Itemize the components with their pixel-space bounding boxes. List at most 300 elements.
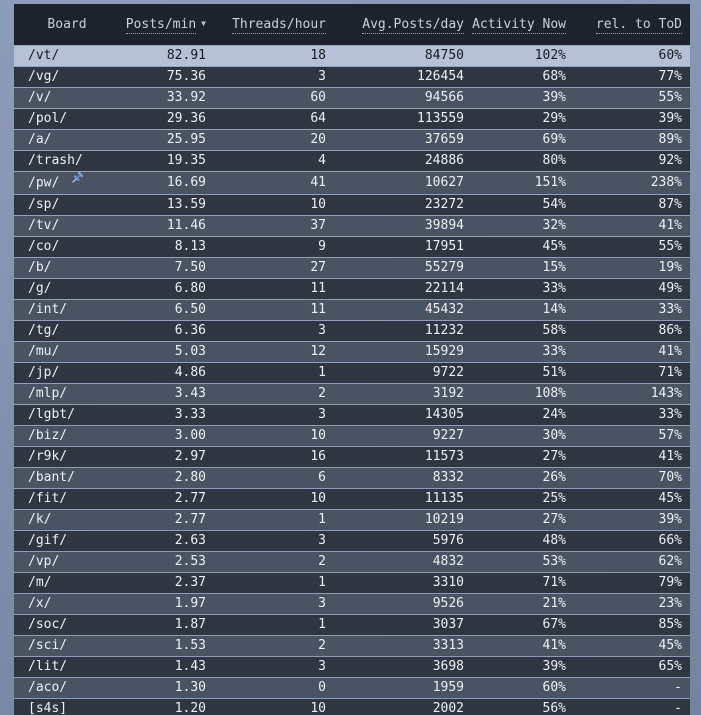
board-name: /pol/	[28, 110, 68, 126]
board-row-v[interactable]	[14, 87, 690, 108]
cell-avg_posts_day	[334, 425, 472, 446]
board-row-lgbt[interactable]	[14, 404, 690, 425]
column-header-board	[14, 4, 120, 45]
cell-value: 8332	[432, 469, 464, 485]
cell-value: 9227	[432, 427, 464, 443]
cell-posts_min	[120, 467, 214, 488]
cell-rel_tod	[574, 593, 690, 614]
cell-activity_now	[472, 236, 574, 257]
cell-value: 2	[318, 553, 326, 569]
cell-value: 238%	[650, 174, 682, 190]
cell-avg_posts_day	[334, 129, 472, 150]
cell-value: 53%	[542, 553, 566, 569]
cell-board	[14, 509, 120, 530]
cell-value: 45%	[658, 490, 682, 506]
cell-value: 25%	[542, 490, 566, 506]
cell-board	[14, 698, 120, 715]
cell-threads_hour	[214, 236, 334, 257]
cell-value: 22114	[424, 280, 464, 296]
board-name: /vg/	[28, 68, 60, 84]
cell-posts_min	[120, 551, 214, 572]
cell-avg_posts_day	[334, 299, 472, 320]
cell-activity_now	[472, 45, 574, 66]
cell-value: 2.77	[174, 490, 206, 506]
cell-value: 11232	[424, 322, 464, 338]
cell-rel_tod	[574, 150, 690, 171]
cell-avg_posts_day	[334, 320, 472, 341]
board-row-tg[interactable]	[14, 320, 690, 341]
board-row-g[interactable]	[14, 278, 690, 299]
board-row-sp[interactable]	[14, 194, 690, 215]
cell-board	[14, 194, 120, 215]
cell-value: 92%	[658, 152, 682, 168]
cell-rel_tod	[574, 129, 690, 150]
board-name: /v/	[28, 89, 52, 105]
cell-value: 151%	[534, 174, 566, 190]
cell-value: 87%	[658, 196, 682, 212]
cell-rel_tod	[574, 656, 690, 677]
cell-board	[14, 299, 120, 320]
board-row-tv[interactable]	[14, 215, 690, 236]
cell-activity_now	[472, 467, 574, 488]
board-name: /sci/	[28, 637, 68, 653]
cell-activity_now	[472, 614, 574, 635]
board-row-m[interactable]	[14, 572, 690, 593]
cell-avg_posts_day	[334, 362, 472, 383]
cell-activity_now	[472, 129, 574, 150]
board-row-jp[interactable]	[14, 362, 690, 383]
cell-value: 2.77	[174, 511, 206, 527]
cell-activity_now	[472, 341, 574, 362]
board-row-soc[interactable]	[14, 614, 690, 635]
cell-value: 2	[318, 385, 326, 401]
cell-value: 1.97	[174, 595, 206, 611]
cell-value: 70%	[658, 469, 682, 485]
cell-activity_now	[472, 108, 574, 129]
cell-posts_min	[120, 362, 214, 383]
column-header-rel_tod[interactable]	[574, 4, 690, 45]
cell-value: 3	[318, 322, 326, 338]
cell-posts_min	[120, 698, 214, 715]
board-row-k[interactable]	[14, 509, 690, 530]
cell-posts_min	[120, 108, 214, 129]
cell-board	[14, 635, 120, 656]
cell-value: 10	[310, 196, 326, 212]
cell-posts_min	[120, 488, 214, 509]
cell-value: 13.59	[166, 196, 206, 212]
cell-activity_now	[472, 383, 574, 404]
cell-avg_posts_day	[334, 488, 472, 509]
column-label: rel. to ToD	[595, 16, 682, 32]
cell-value: 39894	[424, 217, 464, 233]
cell-value: 5976	[432, 532, 464, 548]
cell-avg_posts_day	[334, 572, 472, 593]
cell-activity_now	[472, 257, 574, 278]
board-row-b[interactable]	[14, 257, 690, 278]
cell-rel_tod	[574, 635, 690, 656]
cell-value: 3	[318, 68, 326, 84]
cell-rel_tod	[574, 278, 690, 299]
cell-value: 10	[310, 700, 326, 715]
cell-value: 39%	[658, 511, 682, 527]
cell-value: 16	[310, 448, 326, 464]
cell-value: 12	[310, 343, 326, 359]
cell-posts_min	[120, 150, 214, 171]
cell-activity_now	[472, 488, 574, 509]
cell-value: 102%	[534, 47, 566, 63]
cell-activity_now	[472, 677, 574, 698]
pin-icon[interactable]	[70, 171, 85, 193]
cell-rel_tod	[574, 404, 690, 425]
cell-value: 71%	[658, 364, 682, 380]
cell-value: 60%	[542, 679, 566, 695]
cell-value: 33.92	[166, 89, 206, 105]
cell-activity_now	[472, 194, 574, 215]
cell-value: 51%	[542, 364, 566, 380]
cell-value: 11135	[424, 490, 464, 506]
table-body	[14, 45, 690, 715]
cell-value: 5.03	[174, 343, 206, 359]
cell-value: 11.46	[166, 217, 206, 233]
cell-threads_hour	[214, 194, 334, 215]
cell-threads_hour	[214, 362, 334, 383]
board-row-biz[interactable]	[14, 425, 690, 446]
cell-avg_posts_day	[334, 257, 472, 278]
cell-threads_hour	[214, 635, 334, 656]
cell-value: 33%	[542, 343, 566, 359]
board-row-trash[interactable]	[14, 150, 690, 171]
board-row-mlp[interactable]	[14, 383, 690, 404]
cell-avg_posts_day	[334, 530, 472, 551]
cell-avg_posts_day	[334, 404, 472, 425]
cell-value: 33%	[658, 406, 682, 422]
cell-posts_min	[120, 425, 214, 446]
cell-value: 9722	[432, 364, 464, 380]
cell-board	[14, 341, 120, 362]
column-header-activity_now[interactable]	[472, 4, 574, 45]
cell-value: 29%	[542, 110, 566, 126]
cell-rel_tod	[574, 108, 690, 129]
cell-threads_hour	[214, 488, 334, 509]
board-row-aco[interactable]	[14, 677, 690, 698]
cell-board	[14, 446, 120, 467]
cell-posts_min	[120, 614, 214, 635]
cell-value: 10219	[424, 511, 464, 527]
cell-value: 55%	[658, 238, 682, 254]
cell-value: 2.37	[174, 574, 206, 590]
cell-avg_posts_day	[334, 150, 472, 171]
board-name: /biz/	[28, 427, 68, 443]
cell-value: 1.20	[174, 700, 206, 715]
cell-value: 54%	[542, 196, 566, 212]
cell-value: 4832	[432, 553, 464, 569]
column-header-threads_hour[interactable]	[214, 4, 334, 45]
cell-activity_now	[472, 635, 574, 656]
cell-posts_min	[120, 320, 214, 341]
cell-value: 24886	[424, 152, 464, 168]
cell-posts_min	[120, 236, 214, 257]
cell-posts_min	[120, 635, 214, 656]
cell-avg_posts_day	[334, 383, 472, 404]
cell-value: 1	[318, 364, 326, 380]
cell-board	[14, 593, 120, 614]
cell-posts_min	[120, 509, 214, 530]
board-name: /a/	[28, 131, 52, 147]
cell-value: 108%	[534, 385, 566, 401]
sort-desc-arrow-icon: ▼	[201, 18, 206, 28]
cell-value: 55%	[658, 89, 682, 105]
cell-value: 9	[318, 238, 326, 254]
cell-value: 3	[318, 406, 326, 422]
board-name: /k/	[28, 511, 52, 527]
column-label: Activity Now	[472, 16, 566, 32]
cell-board	[14, 257, 120, 278]
cell-activity_now	[472, 572, 574, 593]
cell-value: -	[674, 700, 682, 715]
cell-activity_now	[472, 278, 574, 299]
cell-threads_hour	[214, 341, 334, 362]
board-name: /tv/	[28, 217, 60, 233]
cell-value: 66%	[658, 532, 682, 548]
cell-value: 60%	[658, 47, 682, 63]
cell-threads_hour	[214, 656, 334, 677]
cell-value: -	[674, 679, 682, 695]
cell-board	[14, 171, 120, 194]
cell-value: 113559	[417, 110, 464, 126]
cell-rel_tod	[574, 530, 690, 551]
cell-threads_hour	[214, 677, 334, 698]
cell-rel_tod	[574, 194, 690, 215]
cell-posts_min	[120, 446, 214, 467]
cell-threads_hour	[214, 572, 334, 593]
cell-activity_now	[472, 87, 574, 108]
cell-posts_min	[120, 593, 214, 614]
board-row-vg[interactable]	[14, 66, 690, 87]
cell-value: 1	[318, 616, 326, 632]
board-row-int[interactable]	[14, 299, 690, 320]
cell-value: 23272	[424, 196, 464, 212]
column-label: Avg.Posts/day	[362, 16, 464, 32]
cell-rel_tod	[574, 320, 690, 341]
cell-activity_now	[472, 215, 574, 236]
cell-posts_min	[120, 129, 214, 150]
cell-posts_min	[120, 87, 214, 108]
cell-value: 17951	[424, 238, 464, 254]
cell-posts_min	[120, 530, 214, 551]
cell-value: 1	[318, 574, 326, 590]
cell-rel_tod	[574, 45, 690, 66]
cell-board	[14, 425, 120, 446]
cell-avg_posts_day	[334, 341, 472, 362]
cell-rel_tod	[574, 171, 690, 194]
cell-value: 67%	[542, 616, 566, 632]
cell-avg_posts_day	[334, 171, 472, 194]
cell-value: 3.33	[174, 406, 206, 422]
cell-threads_hour	[214, 108, 334, 129]
cell-value: 3192	[432, 385, 464, 401]
cell-value: 94566	[424, 89, 464, 105]
cell-value: 64	[310, 110, 326, 126]
cell-board	[14, 467, 120, 488]
cell-value: 11	[310, 301, 326, 317]
board-row-fit[interactable]	[14, 488, 690, 509]
cell-activity_now	[472, 362, 574, 383]
cell-value: 62%	[658, 553, 682, 569]
board-name: /jp/	[28, 364, 60, 380]
board-name: /gif/	[28, 532, 68, 548]
cell-value: 126454	[417, 68, 464, 84]
cell-value: 84750	[424, 47, 464, 63]
cell-activity_now	[472, 150, 574, 171]
cell-posts_min	[120, 383, 214, 404]
cell-avg_posts_day	[334, 215, 472, 236]
board-name: /tg/	[28, 322, 60, 338]
cell-value: 2.53	[174, 553, 206, 569]
board-name: /x/	[28, 595, 52, 611]
cell-value: 2002	[432, 700, 464, 715]
cell-value: 29.36	[166, 110, 206, 126]
cell-threads_hour	[214, 404, 334, 425]
board-row-co[interactable]	[14, 236, 690, 257]
cell-value: 1	[318, 511, 326, 527]
board-row-s4s[interactable]	[14, 698, 690, 715]
cell-value: 3	[318, 595, 326, 611]
cell-value: 2	[318, 637, 326, 653]
cell-value: 7.50	[174, 259, 206, 275]
cell-avg_posts_day	[334, 509, 472, 530]
board-row-pol[interactable]	[14, 108, 690, 129]
cell-threads_hour	[214, 129, 334, 150]
board-name: /bant/	[28, 469, 75, 485]
cell-activity_now	[472, 404, 574, 425]
cell-activity_now	[472, 593, 574, 614]
cell-posts_min	[120, 677, 214, 698]
cell-value: 80%	[542, 152, 566, 168]
cell-rel_tod	[574, 362, 690, 383]
cell-threads_hour	[214, 299, 334, 320]
board-row-x[interactable]	[14, 593, 690, 614]
cell-threads_hour	[214, 425, 334, 446]
cell-value: 75.36	[166, 68, 206, 84]
cell-avg_posts_day	[334, 108, 472, 129]
board-name: [s4s]	[28, 700, 68, 715]
cell-board	[14, 404, 120, 425]
cell-rel_tod	[574, 488, 690, 509]
cell-board	[14, 488, 120, 509]
board-row-vt[interactable]	[14, 45, 690, 66]
cell-value: 19.35	[166, 152, 206, 168]
board-row-lit[interactable]	[14, 656, 690, 677]
board-row-sci[interactable]	[14, 635, 690, 656]
board-name: /r9k/	[28, 448, 68, 464]
cell-threads_hour	[214, 66, 334, 87]
cell-value: 48%	[542, 532, 566, 548]
cell-threads_hour	[214, 278, 334, 299]
cell-value: 45%	[658, 637, 682, 653]
cell-board	[14, 551, 120, 572]
cell-value: 2.63	[174, 532, 206, 548]
cell-avg_posts_day	[334, 677, 472, 698]
cell-value: 16.69	[166, 174, 206, 190]
board-name: /lit/	[28, 658, 68, 674]
cell-value: 4.86	[174, 364, 206, 380]
cell-value: 15929	[424, 343, 464, 359]
board-name: /lgbt/	[28, 406, 75, 422]
cell-board	[14, 87, 120, 108]
cell-value: 41%	[658, 217, 682, 233]
cell-value: 3037	[432, 616, 464, 632]
board-row-mu[interactable]	[14, 341, 690, 362]
cell-board	[14, 215, 120, 236]
cell-board	[14, 236, 120, 257]
board-name: /m/	[28, 574, 52, 590]
board-name: /vp/	[28, 553, 60, 569]
cell-board	[14, 108, 120, 129]
cell-avg_posts_day	[334, 593, 472, 614]
cell-posts_min	[120, 194, 214, 215]
cell-value: 3.43	[174, 385, 206, 401]
cell-activity_now	[472, 299, 574, 320]
board-row-gif[interactable]	[14, 530, 690, 551]
board-name: /pw/	[28, 175, 60, 190]
cell-value: 37659	[424, 131, 464, 147]
board-stats-table	[14, 4, 690, 715]
column-header-posts_min[interactable]	[120, 4, 214, 45]
cell-value: 19%	[658, 259, 682, 275]
cell-activity_now	[472, 66, 574, 87]
board-name: /b/	[28, 259, 52, 275]
cell-value: 41%	[542, 637, 566, 653]
cell-value: 89%	[658, 131, 682, 147]
cell-value: 49%	[658, 280, 682, 296]
column-label: Board	[47, 16, 87, 32]
cell-value: 3	[318, 658, 326, 674]
column-header-avg_posts_day[interactable]	[334, 4, 472, 45]
cell-value: 32%	[542, 217, 566, 233]
cell-board	[14, 530, 120, 551]
board-row-vp[interactable]	[14, 551, 690, 572]
cell-value: 10627	[424, 174, 464, 190]
board-row-a[interactable]	[14, 129, 690, 150]
cell-value: 41%	[658, 343, 682, 359]
cell-rel_tod	[574, 467, 690, 488]
cell-avg_posts_day	[334, 551, 472, 572]
cell-rel_tod	[574, 257, 690, 278]
cell-posts_min	[120, 572, 214, 593]
board-name: /fit/	[28, 490, 68, 506]
cell-value: 39%	[542, 89, 566, 105]
cell-threads_hour	[214, 614, 334, 635]
board-row-pw[interactable]	[14, 171, 690, 194]
cell-value: 79%	[658, 574, 682, 590]
cell-rel_tod	[574, 614, 690, 635]
cell-avg_posts_day	[334, 635, 472, 656]
cell-posts_min	[120, 404, 214, 425]
cell-value: 25.95	[166, 131, 206, 147]
cell-value: 39%	[542, 658, 566, 674]
cell-rel_tod	[574, 383, 690, 404]
cell-posts_min	[120, 45, 214, 66]
cell-board	[14, 278, 120, 299]
cell-value: 71%	[542, 574, 566, 590]
cell-activity_now	[472, 656, 574, 677]
cell-board	[14, 66, 120, 87]
board-row-bant[interactable]	[14, 467, 690, 488]
cell-rel_tod	[574, 299, 690, 320]
board-row-r9k[interactable]	[14, 446, 690, 467]
cell-value: 10	[310, 490, 326, 506]
cell-value: 6.80	[174, 280, 206, 296]
